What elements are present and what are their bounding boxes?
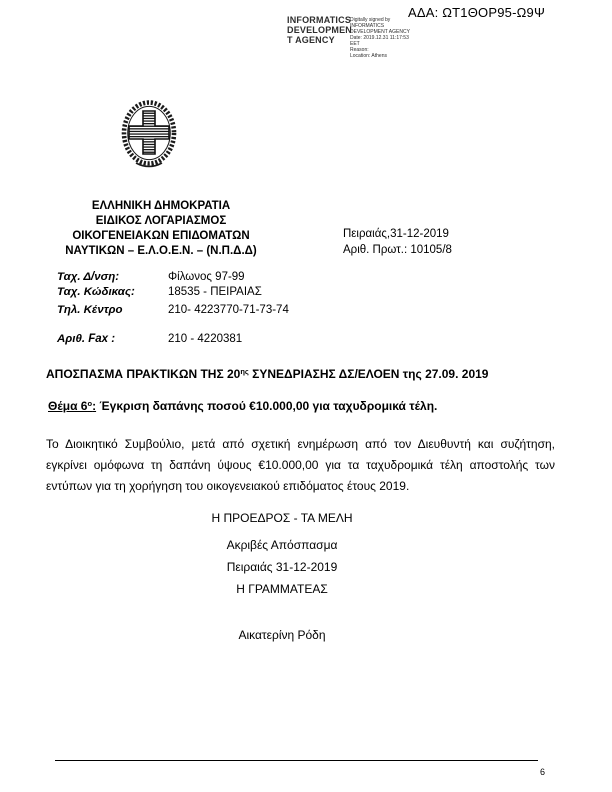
topic-label: Θέμα $6^o$:: [48, 399, 97, 413]
contact-value: 210 - 4220381: [168, 333, 243, 345]
minutes-title-text: ΣΥΝΕΔΡΙΑΣΗΣ ΔΣ/ΕΛΟΕΝ της 27.09. 2019: [248, 367, 489, 381]
closing-secretary-title: Η ΓΡΑΜΜΑΤΕΑΣ: [236, 582, 328, 596]
stamp-detail-line: EET: [350, 41, 360, 47]
closing-exact-copy: Ακριβές Απόσπασμα: [226, 538, 338, 552]
stamp-detail-line: Digitally signed by: [350, 17, 391, 23]
protocol-number: Αριθ. Πρωτ.: 10105/8: [343, 243, 452, 256]
contact-label: Ταχ. Κώδικας:: [57, 286, 135, 298]
stamp-detail-line: Date: 2019.12.31 11:17:53: [350, 35, 409, 41]
org-line: ΕΛΛΗΝΙΚΗ ΔΗΜΟΚΡΑΤΙΑ: [91, 200, 231, 212]
minutes-title-text: ΑΠΟΣΠΑΣΜΑ ΠΡΑΚΤΙΚΩΝ ΤΗΣ 20: [46, 367, 241, 381]
greek-coat-of-arms-icon: [121, 97, 177, 176]
footer-divider: [55, 760, 538, 761]
place-date: Πειραιάς,31-12-2019: [343, 228, 449, 240]
topic-text: Έγκριση δαπάνης ποσού €10.000,00 για ταχυδρομικά τέλη.: [96, 399, 438, 413]
stamp-detail-line: INFORMATICS: [350, 23, 385, 29]
stamp-agency-line: DEVELOPMEN: [287, 25, 353, 35]
stamp-agency-line: INFORMATICS: [287, 15, 352, 25]
digital-signature-details: [350, 17, 420, 59]
stamp-detail-line: Location: Athens: [350, 53, 387, 59]
page-number: 6: [540, 767, 546, 777]
contact-label: Αριθ. Fax :: [57, 333, 116, 345]
org-line: ΟΙΚΟΓΕΝΕΙΑΚΩΝ ΕΠΙΔΟΜΑΤΩΝ: [72, 230, 250, 242]
closing-president-members: Η ΠΡΟΕΔΡΟΣ - ΤΑ ΜΕΛΗ: [211, 511, 353, 525]
topic-superscript: ο: [87, 399, 93, 408]
minutes-title-superscript: ης: [240, 367, 249, 376]
decision-paragraph: Το Διοικητικό Συμβούλιο, μετά από σχετική ενημέρωση από τον Διευθυντή και συζήτηση, εγκρίνει ομόφωνα τη δαπάνη ύψους €10.000,00 για τα ταχυδρομικά τέλη αποστολής των εντύπων για τη χορήγηση του οικογενειακού επιδόματος έτους 2019.: [46, 437, 555, 493]
date-protocol-block: [343, 227, 452, 258]
topic-line: [48, 399, 437, 413]
digital-signature-agency: [287, 15, 353, 45]
stamp-agency-line: T AGENCY: [287, 35, 335, 45]
stamp-detail-line: Reason:: [350, 47, 369, 53]
contact-value: 210- 4223770-71-73-74: [168, 304, 289, 316]
closing-place-date: Πειραιάς 31-12-2019: [226, 560, 338, 574]
contact-value: 18535 - ΠΕΙΡΑΙΑΣ: [168, 286, 262, 298]
org-line: ΕΙΔΙΚΟΣ ΛΟΓΑΡΙΑΣΜΟΣ: [95, 215, 227, 227]
organization-header: [45, 199, 277, 259]
ada-code: ΑΔΑ: ΩΤ1ΘΟΡ95-Ω9Ψ: [408, 5, 546, 20]
contact-value: Φίλωνος 97-99: [168, 271, 245, 283]
stamp-detail-line: DEVELOPMENT AGENCY: [350, 29, 410, 35]
minutes-title: [46, 367, 488, 381]
contact-label: Τηλ. Κέντρο: [57, 304, 123, 316]
closing-secretary-name: Αικατερίνη Ρόδη: [238, 628, 326, 642]
contact-label: Ταχ. Δ/νση:: [57, 271, 120, 283]
org-line: ΝΑΥΤΙΚΩΝ – Ε.Λ.Ο.Ε.Ν. – (Ν.Π.Δ.Δ): [65, 245, 257, 257]
